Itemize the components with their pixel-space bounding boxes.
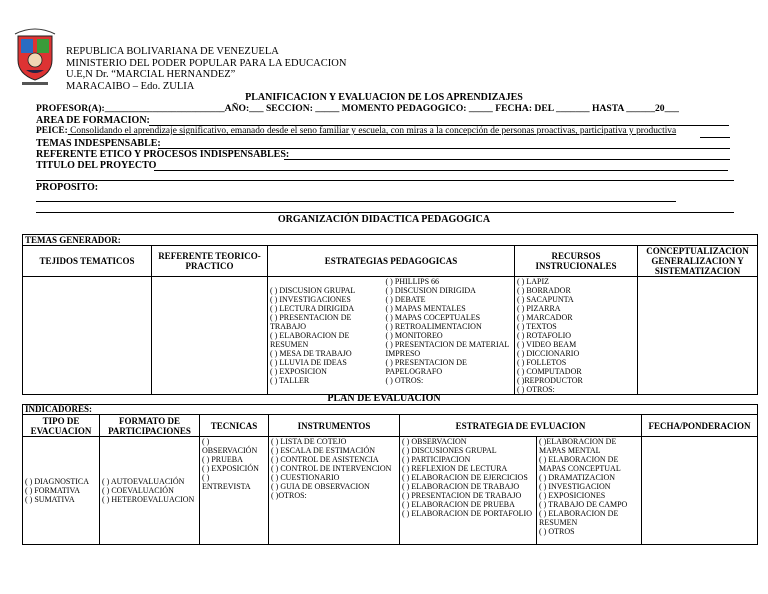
estrategia-pedagogica-option[interactable]: ( ) DEBATE	[385, 295, 426, 304]
instrumento-option[interactable]: ( ) CONTROL DE INTERVENCION	[271, 464, 392, 473]
tipo-evaluacion-option[interactable]: ( ) DIAGNOSTICA	[25, 477, 89, 486]
proposito-label: PROPOSITO:	[36, 182, 99, 193]
instrumentos-list	[269, 437, 400, 545]
recurso-option[interactable]: ( ) MARCADOR	[517, 313, 573, 322]
letterhead	[66, 46, 346, 92]
recurso-option[interactable]: ( ) BORRADOR	[517, 286, 571, 295]
header-recursos: RECURSOS INSTRUCIONALES	[515, 246, 638, 277]
profesor-line: PROFESOR(A):_________________________AÑO:___ SECCION: _____ MOMENTO PEDAGOGICO: _____ FECHA: DEL _______ HASTA ______20___	[36, 103, 679, 114]
estrategia-evaluacion-option[interactable]: ( ) ELABORACION DE PRUEBA	[402, 500, 515, 509]
estrategia-pedagogica-option[interactable]: ( ) LECTURA DIRIGIDA	[270, 304, 355, 313]
tecnica-option[interactable]: ( )	[202, 473, 210, 482]
referente-teorico-cell[interactable]	[152, 277, 268, 395]
recurso-option[interactable]: ( )REPRODUCTOR	[517, 376, 583, 385]
instrumento-option[interactable]: ( ) GUIA DE OBSERVACION	[271, 482, 370, 491]
estrategia-evaluacion-option[interactable]: ( ) ELABORACION DE MAPAS CONCEPTUAL	[539, 455, 621, 473]
recurso-option[interactable]: ( ) PIZARRA	[517, 304, 561, 313]
estrategia-pedagogica-option[interactable]: ( ) PRESENTACION DE MATERIAL IMPRESO	[385, 340, 509, 358]
estrategia-evaluacion-option[interactable]: ( ) PARTICIPACION	[402, 455, 471, 464]
estrategia-evaluacion-option[interactable]: ( ) OTROS	[539, 527, 575, 536]
instrumento-option[interactable]: ( ) ESCALA DE ESTIMACIÓN	[271, 446, 375, 455]
blank-line-1	[36, 180, 734, 181]
estrategias-col-a	[268, 277, 384, 395]
instrumento-option[interactable]: ( ) CUESTIONARIO	[271, 473, 340, 482]
tipo-evaluacion-option[interactable]: ( ) SUMATIVA	[25, 495, 75, 504]
letterhead-line-3: U.E,N Dr. “MARCIAL HERNANDEZ”	[66, 69, 236, 80]
instrumento-option[interactable]: ( )OTROS:	[271, 491, 307, 500]
estrategia-evaluacion-option[interactable]: ( ) PRESENTACION DE TRABAJO	[402, 491, 522, 500]
org-didactica-table	[22, 234, 758, 395]
formato-participacion-option[interactable]: ( ) COEVALUACIÓN	[102, 486, 174, 495]
recurso-option[interactable]: ( ) VIDEO BEAM	[517, 340, 577, 349]
header-tipo-evaluacion: TIPO DE EVACUACION	[23, 415, 100, 437]
estrategia-pedagogica-option[interactable]: ( ) OTROS:	[385, 376, 424, 385]
estrategia-pedagogica-option[interactable]: ( ) MESA DE TRABAJO	[270, 349, 352, 358]
estrategia-pedagogica-option[interactable]: ( ) MAPAS COCEPTUALES	[385, 313, 481, 322]
tipo-evaluacion-option[interactable]: ( ) FORMATIVA	[25, 486, 80, 495]
estrategia-evaluacion-col-b	[537, 437, 642, 545]
formato-participacion-option[interactable]: ( ) HETEROEVALUACION	[102, 495, 195, 504]
area-formacion-label: AREA DE FORMACION:	[36, 115, 150, 126]
estrategia-pedagogica-option[interactable]: ( ) DISCUSION GRUPAL	[270, 286, 356, 295]
estrategia-pedagogica-option[interactable]: ( ) EXPOSICION	[270, 367, 327, 376]
peice-text: Consolidando el aprendizaje significativo, emanado desde el seno familiar y escuela, con miras a la concepción de personas proactivas, participativa y productiva	[67, 126, 677, 136]
tecnica-option[interactable]: ( ) EXPOSICIÓN	[202, 464, 259, 473]
peice-label: PEICE:	[36, 126, 68, 136]
conceptualizacion-cell[interactable]	[638, 277, 758, 395]
titulo-proyecto-label: TITULO DEL PROYECTO	[36, 160, 157, 171]
estrategia-evaluacion-option[interactable]: ( ) DRAMATIZACION	[539, 473, 615, 482]
recurso-option[interactable]: ( ) DICCIONARIO	[517, 349, 580, 358]
formato-participacion-option[interactable]: ( ) AUTOEVALUACIÓN	[102, 477, 185, 486]
header-estrategias-pedagogicas: ESTRATEGIAS PEDAGOGICAS	[268, 246, 515, 277]
recurso-option[interactable]: ( ) COMPUTADOR	[517, 367, 582, 376]
tecnica-option[interactable]: ENTREVISTA	[202, 482, 251, 491]
recurso-option[interactable]: ( ) SACAPUNTA	[517, 295, 574, 304]
indicadores-cell: INDICADORES:	[23, 405, 758, 415]
fecha-ponderacion-cell[interactable]	[642, 437, 758, 545]
estrategia-pedagogica-option[interactable]: ( ) MAPAS MENTALES	[385, 304, 466, 313]
temas-generador-cell: TEMAS GENERADOR:	[23, 235, 758, 246]
instrumento-option[interactable]: ( ) CONTROL DE ASISTENCIA	[271, 455, 379, 464]
recurso-option[interactable]: ( ) ROTAFOLIO	[517, 331, 572, 340]
estrategia-pedagogica-option[interactable]: ( ) RETROALIMENTACION	[385, 322, 482, 331]
referente-etico-label: REFERENTE ETICO Y PROCESOS INDISPENSABLES:	[36, 149, 290, 160]
tecnicas-list	[200, 437, 269, 545]
estrategia-evaluacion-option[interactable]: ( ) ELABORACION DE TRABAJO	[402, 482, 520, 491]
letterhead-line-1: REPUBLICA BOLIVARIANA DE VENEZUELA	[66, 46, 279, 57]
header-instrumentos: INSTRUMENTOS	[269, 415, 400, 437]
estrategia-pedagogica-option[interactable]: ( ) MONITOREO	[385, 331, 443, 340]
plan-evaluacion-title: PLAN DE EVALUACION	[327, 393, 441, 404]
temas-indespensable-label: TEMAS INDESPENSABLE:	[36, 138, 161, 149]
estrategia-evaluacion-option[interactable]: ( ) TRABAJO DE CAMPO	[539, 500, 628, 509]
recurso-option[interactable]: ( ) TEXTOS	[517, 322, 557, 331]
estrategia-evaluacion-option[interactable]: ( ) EXPOSICIONES	[539, 491, 606, 500]
estrategia-pedagogica-option[interactable]: ( ) ELABORACION DE RESUMEN	[270, 331, 350, 349]
estrategia-pedagogica-option[interactable]: ( ) INVESTIGACIONES	[270, 295, 351, 304]
referente-line	[284, 159, 730, 160]
tecnica-option[interactable]: ( )	[202, 437, 210, 446]
estrategia-pedagogica-option[interactable]: ( ) LLUVIA DE IDEAS	[270, 358, 347, 367]
estrategia-pedagogica-option[interactable]: ( ) PRESENTACION DE TRABAJO	[270, 313, 352, 331]
header-conceptualizacion: CONCEPTUALIZACION GENERALIZACION Y SISTEMATIZACION	[638, 246, 758, 277]
recurso-option[interactable]: ( ) FOLLETOS	[517, 358, 567, 367]
estrategia-pedagogica-option[interactable]: ( ) DISCUSION DIRIGIDA	[385, 286, 476, 295]
peice-line-end	[700, 137, 730, 138]
estrategia-evaluacion-col-a	[400, 437, 537, 545]
estrategia-evaluacion-option[interactable]: ( ) ELABORACION DE RESUMEN	[539, 509, 619, 527]
tejidos-tematicos-cell[interactable]	[23, 277, 152, 395]
org-didactica-title: ORGANIZACIÓN DIDACTICA PEDAGOGICA	[277, 214, 491, 225]
recurso-option[interactable]: ( ) OTROS:	[517, 385, 555, 394]
estrategia-evaluacion-option[interactable]: ( ) ELABORACION DE PORTAFOLIO	[402, 509, 532, 518]
estrategia-evaluacion-option[interactable]: ( )ELABORACION DE MAPAS MENTAL	[539, 437, 617, 455]
letterhead-line-2: MINISTERIO DEL PODER POPULAR PARA LA EDUCACION	[66, 57, 347, 69]
estrategia-pedagogica-option[interactable]: ( ) PHILLIPS 66	[385, 277, 440, 286]
header-referente-teorico: REFERENTE TEORICO-PRACTICO	[152, 246, 268, 277]
proposito-line-1	[36, 201, 676, 202]
header-fecha-ponderacion: FECHA/PONDERACION	[642, 415, 758, 437]
tipo-evaluacion-list	[23, 437, 100, 545]
estrategia-evaluacion-option[interactable]: ( ) ELABORACION DE EJERCICIOS	[402, 473, 528, 482]
proposito-line-2	[36, 212, 734, 213]
school-seal-logo	[12, 24, 58, 88]
tecnica-option[interactable]: ( ) PRUEBA	[202, 455, 243, 464]
instrumento-option[interactable]: ( ) LISTA DE COTEJO	[271, 437, 347, 446]
plan-evaluacion-table	[22, 404, 758, 545]
recursos-list	[515, 277, 638, 395]
header-tecnicas: TECNICAS	[200, 415, 269, 437]
formato-participaciones-list	[100, 437, 200, 545]
document-title: PLANIFICACION Y EVALUACION DE LOS APRENDIZAJES	[245, 92, 523, 103]
estrategia-pedagogica-option[interactable]: ( ) PRESENTACION DE PAPELOGRAFO	[385, 358, 467, 376]
estrategia-pedagogica-option[interactable]: ( ) TALLER	[270, 376, 310, 385]
titulo-line	[154, 170, 728, 171]
header-estrategia-evaluacion: ESTRATEGIA DE EVLUACION	[400, 415, 642, 437]
estrategia-evaluacion-option[interactable]: ( ) INVESTIGACION	[539, 482, 611, 491]
tecnica-option[interactable]: OBSERVACIÓN	[202, 446, 258, 455]
header-formato-participaciones: FORMATO DE PARTICIPACIONES	[100, 415, 200, 437]
peice-line	[36, 126, 676, 136]
estrategia-evaluacion-option[interactable]: ( ) REFLEXION DE LECTURA	[402, 464, 508, 473]
recurso-option[interactable]: ( ) LAPIZ	[517, 277, 549, 286]
estrategia-evaluacion-option[interactable]: ( ) OBSERVACION	[402, 437, 467, 446]
estrategia-evaluacion-option[interactable]: ( ) DISCUSIONES GRUPAL	[402, 446, 497, 455]
estrategias-col-b	[384, 277, 515, 395]
letterhead-line-4: MARACAIBO – Edo. ZULIA	[66, 80, 195, 92]
header-tejidos-tematicos: TEJIDOS TEMATICOS	[23, 246, 152, 277]
